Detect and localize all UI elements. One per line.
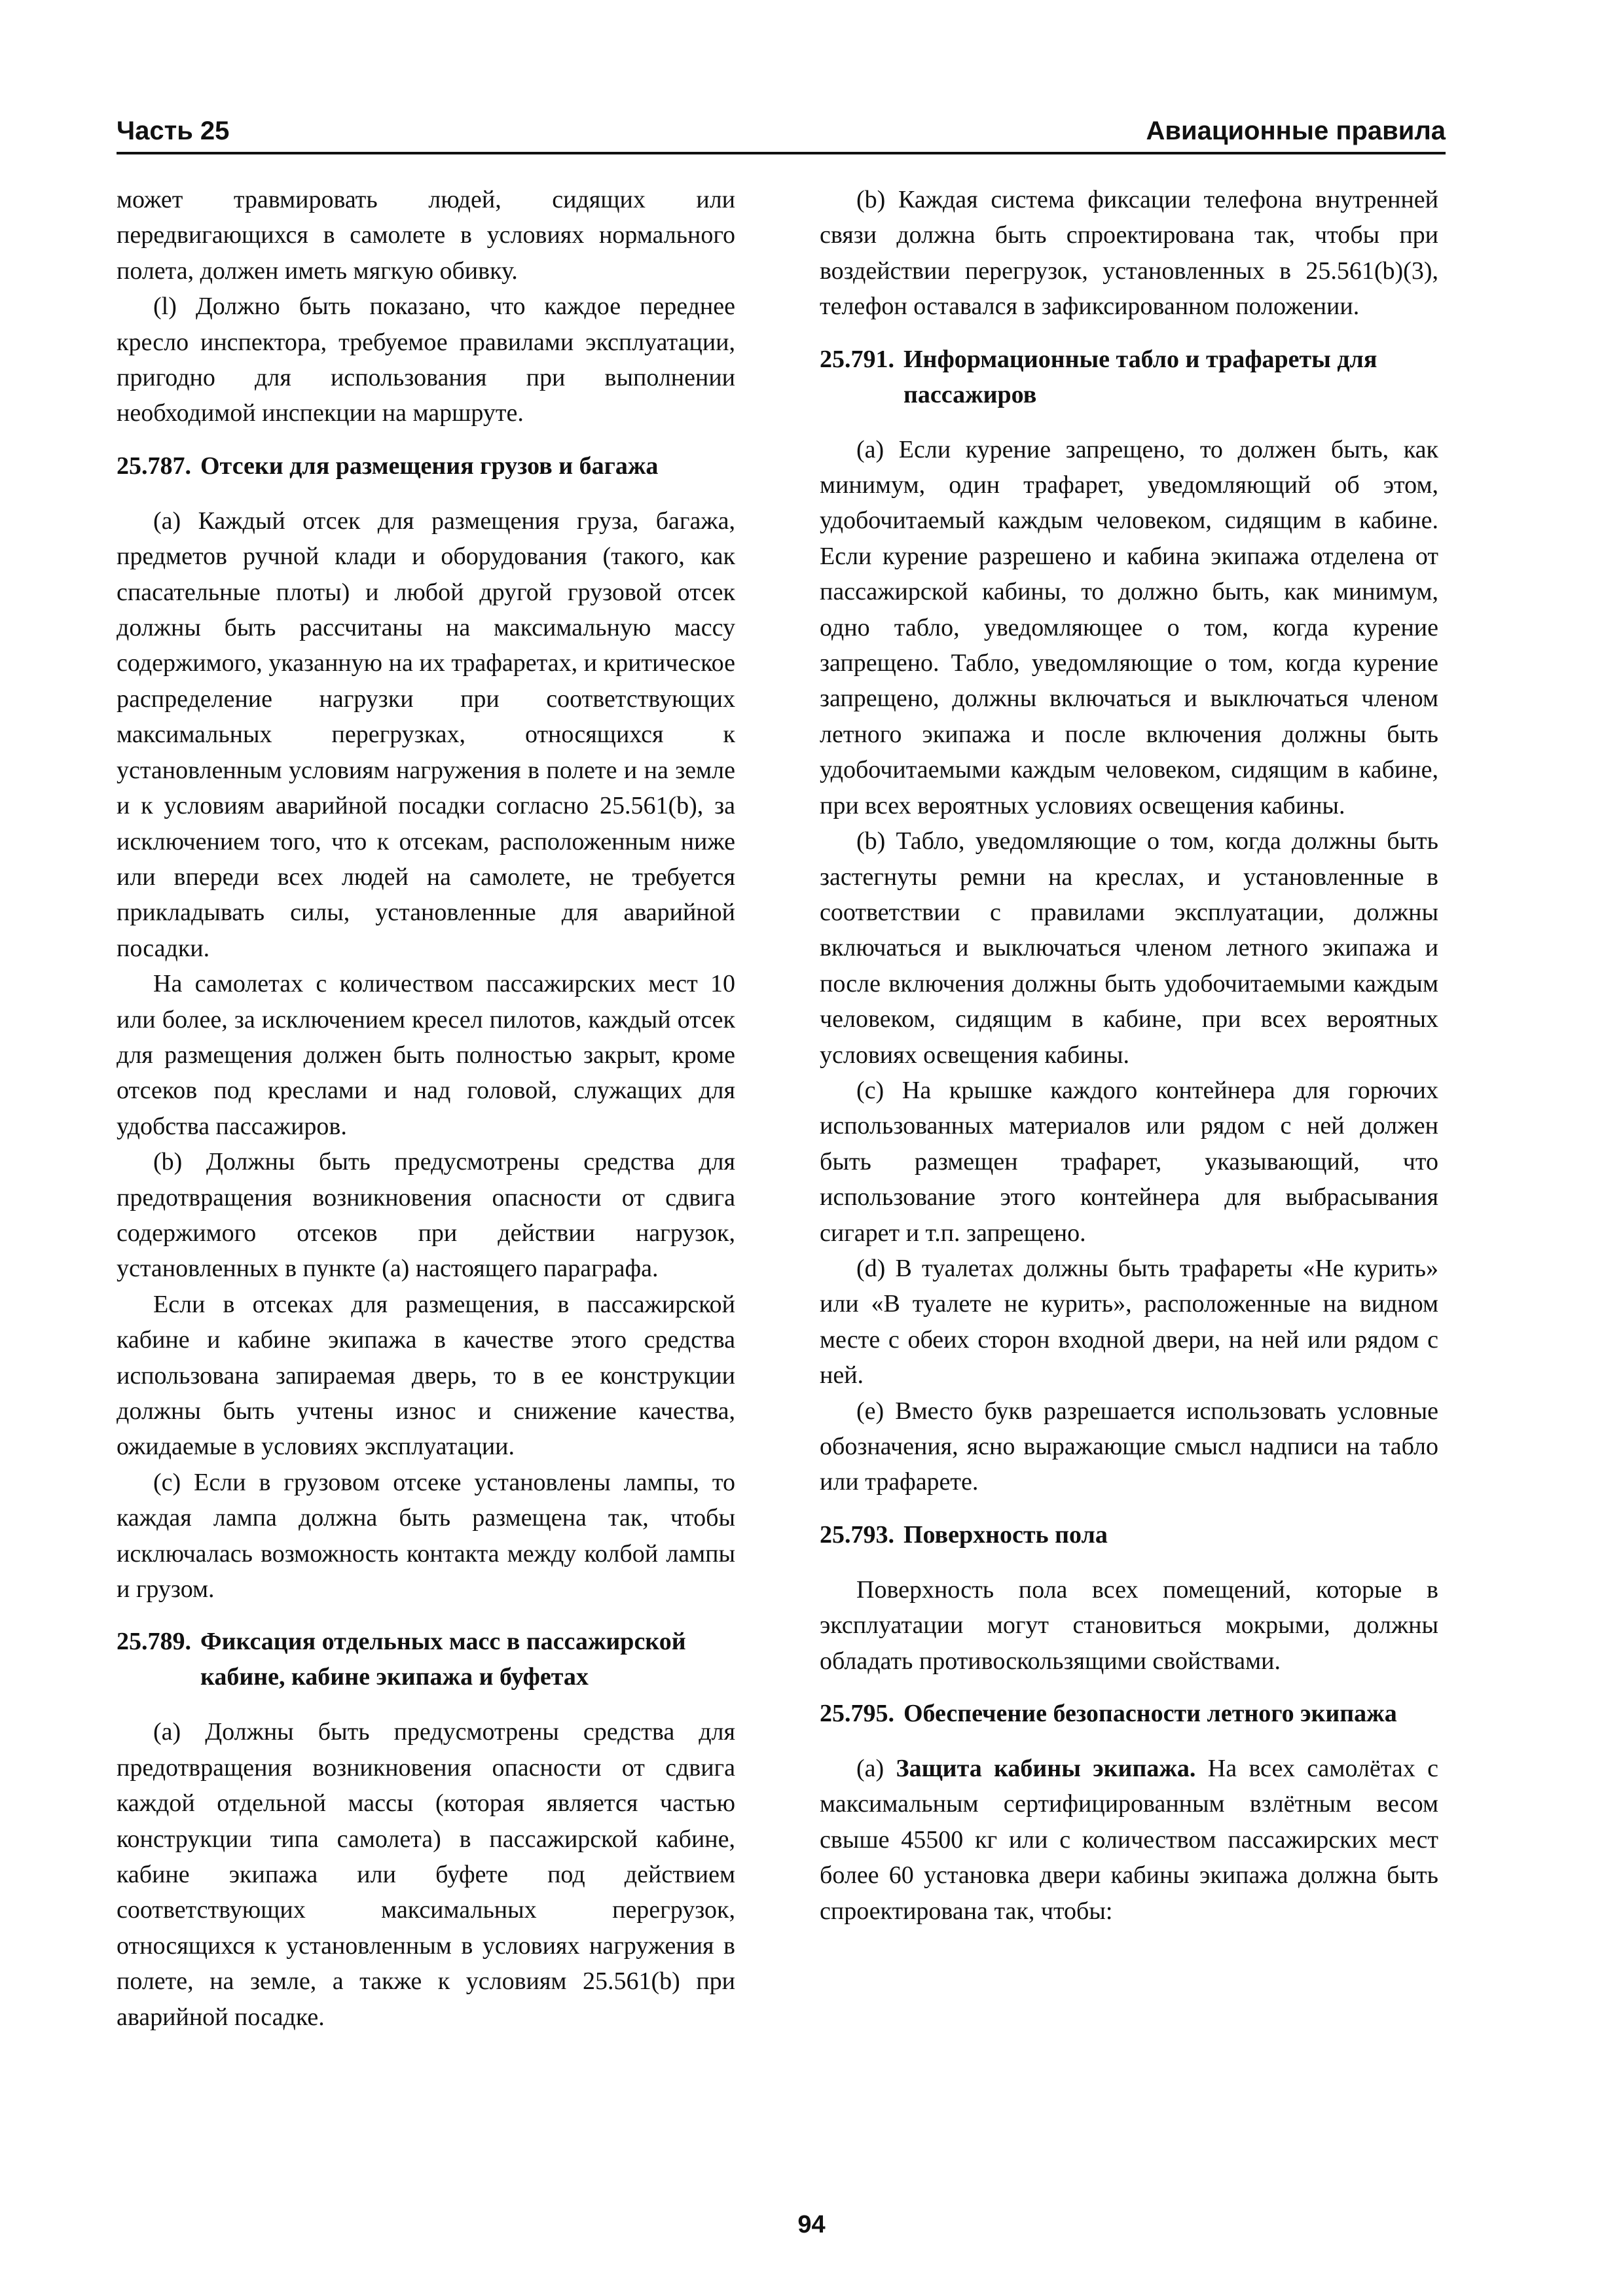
paragraph: (a) Если курение запрещено, то должен быть, как минимум, один трафарет, уведомляющий об этом, удобочитаемый каждым человеком, сидящим в кабине. Если курение разрешено и кабина экипажа отделена от пассажирской кабины, то должно быть, как минимум, одно табло, уведомляющее о том, когда курение запрещено. Табло, уведомляющие о том, когда курение запрещено, должны включаться и выключаться членом летного экипажа и после включения должны быть удобочитаемыми каждым человеком, сидящим в кабине, при всех вероятных условиях освещения кабины.	[820, 435, 1438, 819]
paragraph: (d) В туалетах должны быть трафареты «Не курить» или «В туалете не курить», расположенные на видном месте с обеих сторон входной двери, на ней или рядом с ней.	[820, 1254, 1438, 1390]
section-title: Информационные табло и трафареты для пассажиров	[903, 345, 1377, 408]
section-title: Отсеки для размещения грузов и багажа	[200, 452, 659, 480]
paragraph: (a) Должны быть предусмотрены средства для предотвращения возникновения опасности от сдвига каждой отдельной массы (которая является частью конструкции типа самолета) в пассажирской кабине, кабине экипажа или буфете под действием соответствующих максимальных перегрузок, относящихся к установленным в условиях нагружения в полете, на земле, а также к условиям 25.561(b) при аварийной посадке.	[117, 1718, 735, 2031]
section-heading	[820, 1696, 1438, 1731]
section-number: 25.787.	[117, 452, 191, 480]
section-heading	[117, 1624, 735, 1695]
section-title: Обеспечение безопасности летного экипажа	[903, 1700, 1397, 1728]
paragraph: Если в отсеках для размещения, в пассажирской кабине и кабине экипажа в качестве этого средства использована запираемая дверь, то в ее конструкции должны быть учтены износ и снижение качества, ожидаемые в условиях эксплуатации.	[117, 1290, 735, 1461]
header-doc-title: Авиационные правила	[1146, 117, 1446, 145]
paragraph: (c) Если в грузовом отсеке установлены лампы, то каждая лампа должна быть размещена так, чтобы исключалась возможность контакта между колбой лампы и грузом.	[117, 1468, 735, 1604]
section-heading	[820, 342, 1438, 412]
paragraph: (b) Каждая система фиксации телефона внутренней связи должна быть спроектирована так, чтобы при воздействии перегрузок, установленных в 25.561(b)(3), телефон оставался в зафиксированном положении.	[820, 186, 1438, 321]
paragraph: На самолетах с количеством пассажирских мест 10 или более, за исключением кресел пилотов, каждый отсек для размещения должен быть полностью закрыт, кроме отсеков под креслами и над головой, служащих для удобства пассажиров.	[117, 970, 735, 1140]
paragraph: (b) Табло, уведомляющие о том, когда должны быть застегнуты ремни на креслах, и установленные в соответствии с правилами эксплуатации, должны включаться и выключаться членом летного экипажа и после включения должны быть удобочитаемыми каждым человеком, сидящим в кабине, при всех вероятных условиях освещения кабины.	[820, 827, 1438, 1069]
left-column	[117, 182, 735, 2035]
section-title: Поверхность пола	[903, 1520, 1108, 1549]
paragraph: (b) Должны быть предусмотрены средства для предотвращения возникновения опасности от сдвига содержимого отсеков при действии нагрузок, установленных в пункте (a) настоящего параграфа.	[117, 1148, 735, 1283]
paragraph-lead: (a)	[856, 1755, 896, 1783]
section-heading	[820, 1517, 1438, 1552]
section-number: 25.789.	[117, 1628, 191, 1656]
section-number: 25.791.	[820, 345, 894, 373]
paragraph-bold-term: Защита кабины экипажа.	[896, 1755, 1196, 1783]
paragraph: может травмировать людей, сидящих или передвигающихся в самолете в условиях нормального полета, должен иметь мягкую обивку.	[117, 186, 735, 285]
section-number: 25.793.	[820, 1520, 894, 1549]
running-header	[117, 111, 1446, 154]
section-heading	[117, 448, 735, 484]
paragraph-rest: На всех самолётах с максимальным сертифицированным взлётным весом свыше 45500 кг или с количеством пассажирских мест более 60 установка двери кабины экипажа должна быть спроектирована так, чтобы:	[820, 1755, 1438, 1925]
paragraph: (a) Каждый отсек для размещения груза, багажа, предметов ручной клади и оборудования (такого, как спасательные плоты) и любой другой грузовой отсек должны быть рассчитаны на максимальную массу содержимого, указанную на их трафаретах, и критическое распределение нагрузки при соответствующих максимальных перегрузках, относящихся к установленным условиям нагружения в полете и на земле и к условиям аварийной посадки согласно 25.561(b), за исключением того, что к отсекам, расположенным ниже или впереди всех людей на самолете, не требуется прикладывать силы, установленные для аварийной посадки.	[117, 507, 735, 962]
paragraph: Поверхность пола всех помещений, которые в эксплуатации могут становиться мокрыми, должны обладать противоскользящими свойствами.	[820, 1575, 1438, 1675]
paragraph	[820, 1751, 1438, 1929]
section-title: Фиксация отдельных масс в пассажирской кабине, кабине экипажа и буфетах	[200, 1628, 686, 1691]
paragraph: (c) На крышке каждого контейнера для горючих использованных материалов или рядом с ней должен быть размещен трафарет, указывающий, что использование этого контейнера для выбрасывания сигарет и т.п. запрещено.	[820, 1076, 1438, 1247]
section-number: 25.795.	[820, 1700, 894, 1728]
paragraph: (e) Вместо букв разрешается использовать условные обозначения, ясно выражающие смысл надписи на табло или трафарете.	[820, 1397, 1438, 1496]
header-part-label: Часть 25	[117, 117, 230, 145]
right-column	[820, 182, 1438, 1929]
paragraph: (l) Должно быть показано, что каждое переднее кресло инспектора, требуемое правилами эксплуатации, пригодно для использования при выполнении необходимой инспекции на маршруте.	[117, 293, 735, 427]
page-number: 94	[797, 2211, 826, 2238]
